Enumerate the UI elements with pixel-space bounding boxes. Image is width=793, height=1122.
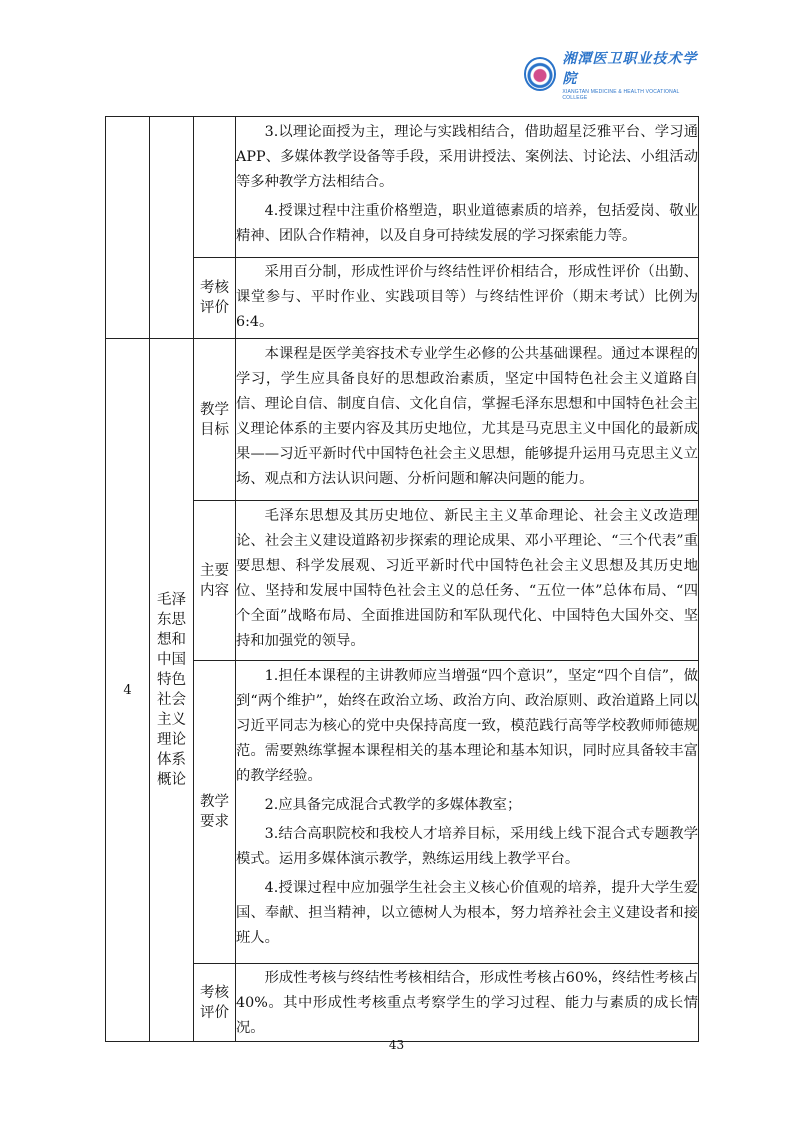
row4-course-name: 毛泽 东思 想和 中国 特色 社会 主义 理论 体系 概论 — [150, 339, 194, 1042]
row4-requirement-item: 3.结合高职院校和我校人才培养目标，采用线上线下混合式专题教学模式。运用多媒体演示教学，熟练运用线上教学平台。 — [236, 826, 698, 867]
row3-assessment-row — [106, 258, 699, 339]
row4-assessment-label: 考核 评价 — [194, 964, 236, 1042]
row4-requirement-item: 1.担任本课程的主讲教师应当增强“四个意识”，坚定“四个自信”，做到“两个维护”，始终在政治立场、政治方向、政治原则、政治道路上同以习近平同志为核心的党中央保持高度一致，模范践行高等学校教师师德规范。需要熟练掌握本课程相关的基本理论和基本知识，同时应具备较丰富的教学经验。 — [236, 668, 698, 784]
row4-number: 4 — [106, 339, 150, 1042]
row4-content-text: 毛泽东思想及其历史地位、新民主主义革命理论、社会主义改造理论、社会主义建设道路初步探索的理论成果、邓小平理论、“三个代表”重要思想、科学发展观、习近平新时代中国特色社会主义思想及其历史地位、坚持和发展中国特色社会主义的总任务、“五位一体”总体布局、“四个全面”战略布局、全面推进国防和军队现代化、中国特色大国外交、坚持和加强党的领导。 — [236, 508, 698, 649]
row4-requirement-item: 4.授课过程中应加强学生社会主义核心价值观的培养，提升大学生爱国、奉献、担当精神，以立德树人为根本，努力培养社会主义建设者和接班人。 — [236, 880, 698, 946]
logo-name-en: XIANGTAN MEDICINE & HEALTH VOCATIONAL COLLEGE — [562, 88, 680, 101]
course-table — [105, 116, 699, 1042]
row4-objectives-cell — [236, 339, 699, 501]
row3-name-cell — [150, 117, 194, 339]
row4-requirement-item: 2.应具备完成混合式教学的多媒体教室； — [264, 797, 522, 813]
row3-requirements-row — [106, 117, 699, 258]
row4-requirements-cell — [236, 661, 699, 964]
row4-assessment-cell — [236, 964, 699, 1042]
row4-content-label: 主要 内容 — [194, 501, 236, 661]
row3-assessment-text: 采用百分制，形成性评价与终结性评价相结合，形成性评价（出勤、课堂参与、平时作业、实践项目等）与终结性评价（期末考试）比例为6:4。 — [236, 264, 698, 330]
row3-assessment-label: 考核 评价 — [194, 258, 236, 339]
row4-objectives-row — [106, 339, 699, 501]
row3-requirements-cell — [236, 117, 699, 258]
row4-requirements-label: 教学 要求 — [194, 661, 236, 964]
row3-requirement-item: 4.授课过程中注重价格塑造，职业道德素质的培养，包括爱岗、敬业精神、团队合作精神，以及自身可持续发展的学习探索能力等。 — [236, 203, 698, 244]
row3-assessment-cell — [236, 258, 699, 339]
row4-objectives-text: 本课程是医学美容技术专业学生必修的公共基础课程。通过本课程的学习，学生应具备良好的思想政治素质，坚定中国特色社会主义道路自信、理论自信、制度自信、文化自信，掌握毛泽东思想和中国特色社会主义理论体系的主要内容及其历史地位，尤其是马克思主义中国化的最新成果——习近平新时代中国特色社会主义思想，能够提升运用马克思主义立场、观点和方法认识问题、分析问题和解决问题的能力。 — [236, 346, 698, 487]
row3-requirements-label-cell — [194, 117, 236, 258]
page-number: 43 — [388, 1038, 405, 1052]
row4-assessment-row — [106, 964, 699, 1042]
row4-content-cell — [236, 501, 699, 661]
row4-assessment-text: 形成性考核与终结性考核相结合，形成性考核占60%，终结性考核占40%。其中形成性考核重点考察学生的学习过程、能力与素质的成长情况。 — [236, 970, 698, 1036]
row4-requirements-row — [106, 661, 699, 964]
row3-requirement-item: 3.以理论面授为主，理论与实践相结合，借助超星泛雅平台、学习通APP、多媒体教学设备等手段，采用讲授法、案例法、讨论法、小组活动等多种教学方法相结合。 — [236, 124, 698, 190]
row4-content-row — [106, 501, 699, 661]
logo-text — [562, 48, 704, 101]
college-logo — [524, 50, 704, 101]
row3-number-cell — [106, 117, 150, 339]
college-seal-icon — [524, 57, 556, 91]
row4-objectives-label: 教学 目标 — [194, 339, 236, 501]
logo-name-cn: 湘潭医卫职业技术学院 — [562, 50, 698, 87]
